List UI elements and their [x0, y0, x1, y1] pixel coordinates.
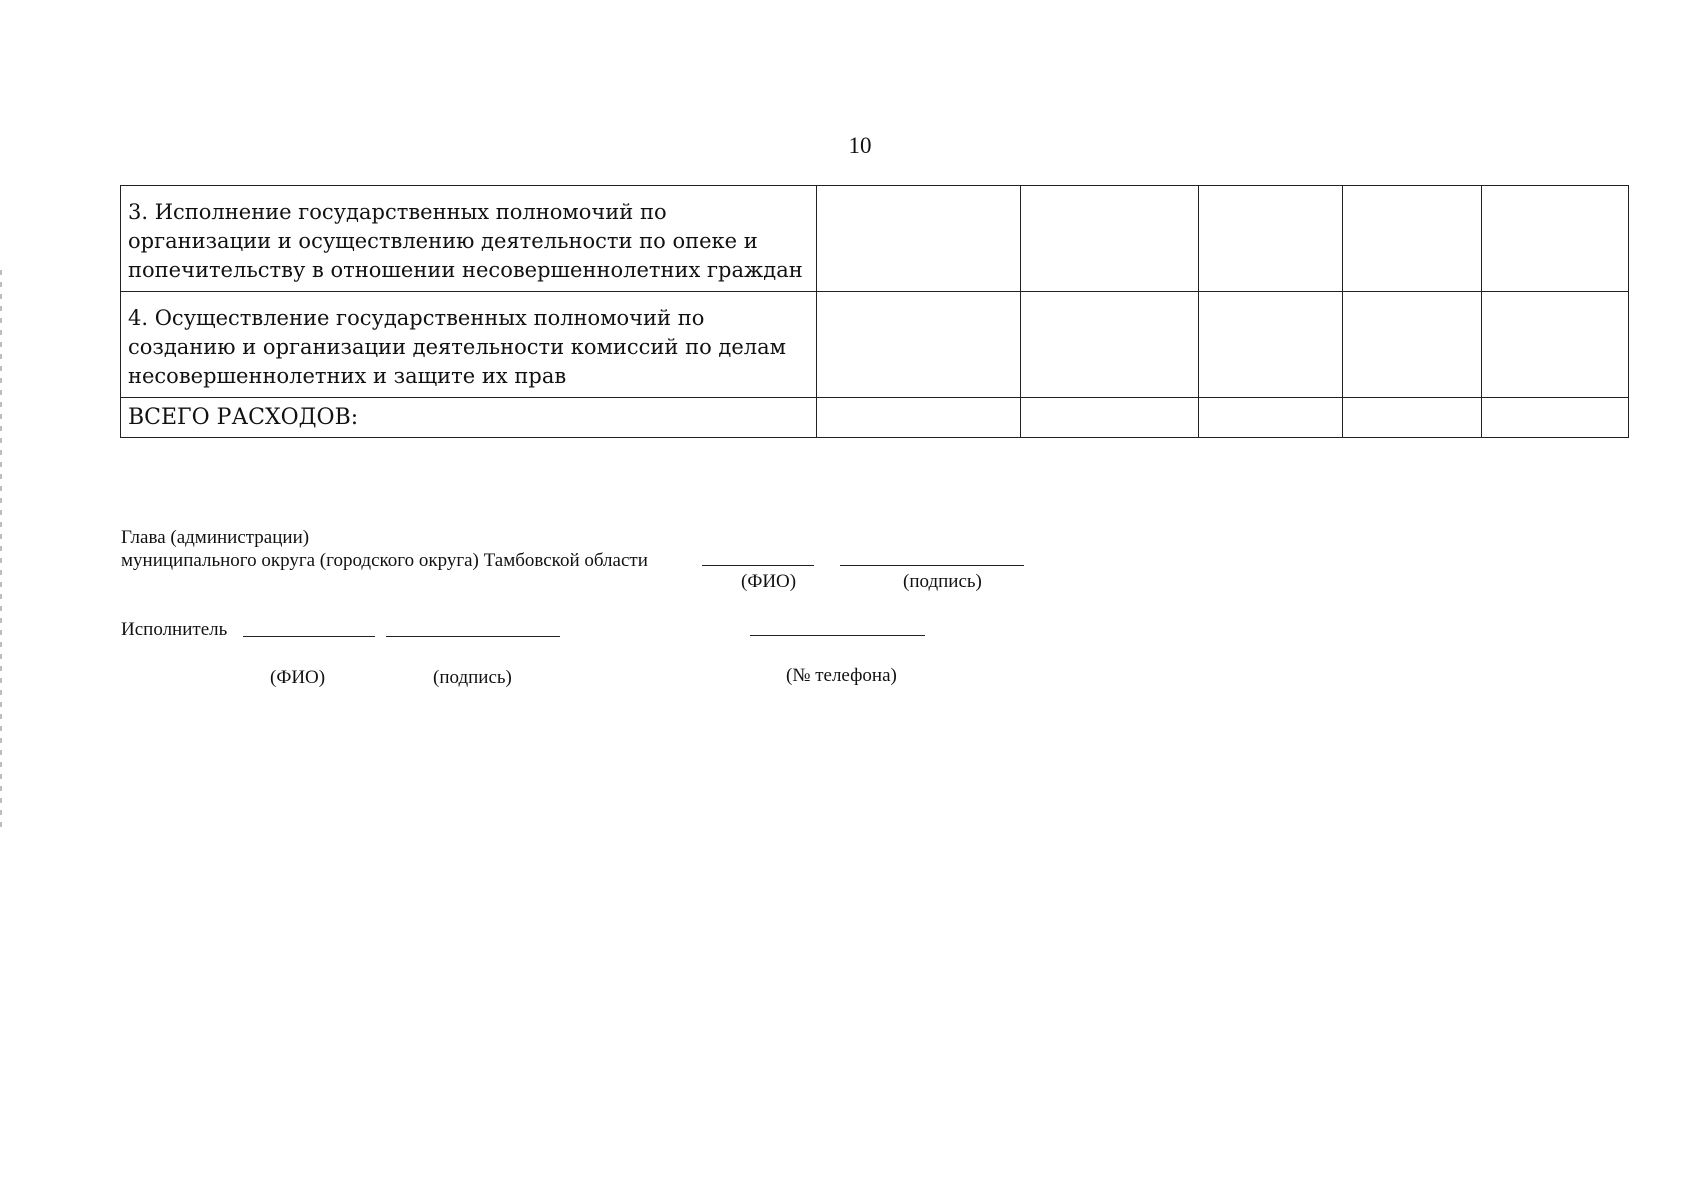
table-cell	[817, 398, 1021, 438]
total-label: ВСЕГО РАСХОДОВ:	[121, 398, 817, 438]
executor-label: Исполнитель	[121, 619, 228, 640]
executor-fio-caption: (ФИО)	[270, 667, 326, 688]
row-label: 3. Исполнение государственных полномочий по организации и осуществлению деятельности по опеке и попечительству в отношении несовершеннолетних граждан	[121, 186, 817, 292]
table-cell	[1343, 398, 1482, 438]
head-signature-caption: (подпись)	[903, 571, 982, 592]
head-fio-caption: (ФИО)	[741, 571, 797, 592]
executor-signature-blank	[386, 636, 560, 637]
total-row	[121, 398, 1629, 438]
table-row	[121, 186, 1629, 292]
table-cell	[1343, 292, 1482, 398]
table-row	[121, 292, 1629, 398]
table-cell	[817, 186, 1021, 292]
executor-phone-caption: (№ телефона)	[786, 665, 897, 686]
table-cell	[1199, 398, 1343, 438]
row-label: 4. Осуществление государственных полномочий по созданию и организации деятельности комиссий по делам несовершеннолетних и защите их прав	[121, 292, 817, 398]
table-cell	[1199, 292, 1343, 398]
head-signature-blank	[840, 565, 1024, 566]
executor-fio-blank	[243, 636, 375, 637]
head-title-line1: Глава (администрации)	[121, 527, 310, 548]
table-cell	[1021, 398, 1199, 438]
table-cell	[1199, 186, 1343, 292]
table-cell	[1021, 186, 1199, 292]
head-title-line2: муниципального округа (городского округа) Тамбовской области	[121, 550, 648, 571]
page-number: 10	[848, 133, 872, 158]
table-cell	[1343, 186, 1482, 292]
table-cell	[1482, 292, 1629, 398]
table-cell	[1482, 186, 1629, 292]
table-cell	[1021, 292, 1199, 398]
head-fio-blank	[702, 565, 814, 566]
table-cell	[817, 292, 1021, 398]
executor-signature-caption: (подпись)	[433, 667, 512, 688]
scan-edge-mark	[0, 270, 2, 830]
table-cell	[1482, 398, 1629, 438]
expenses-table	[120, 185, 1629, 438]
executor-phone-blank	[750, 635, 925, 636]
